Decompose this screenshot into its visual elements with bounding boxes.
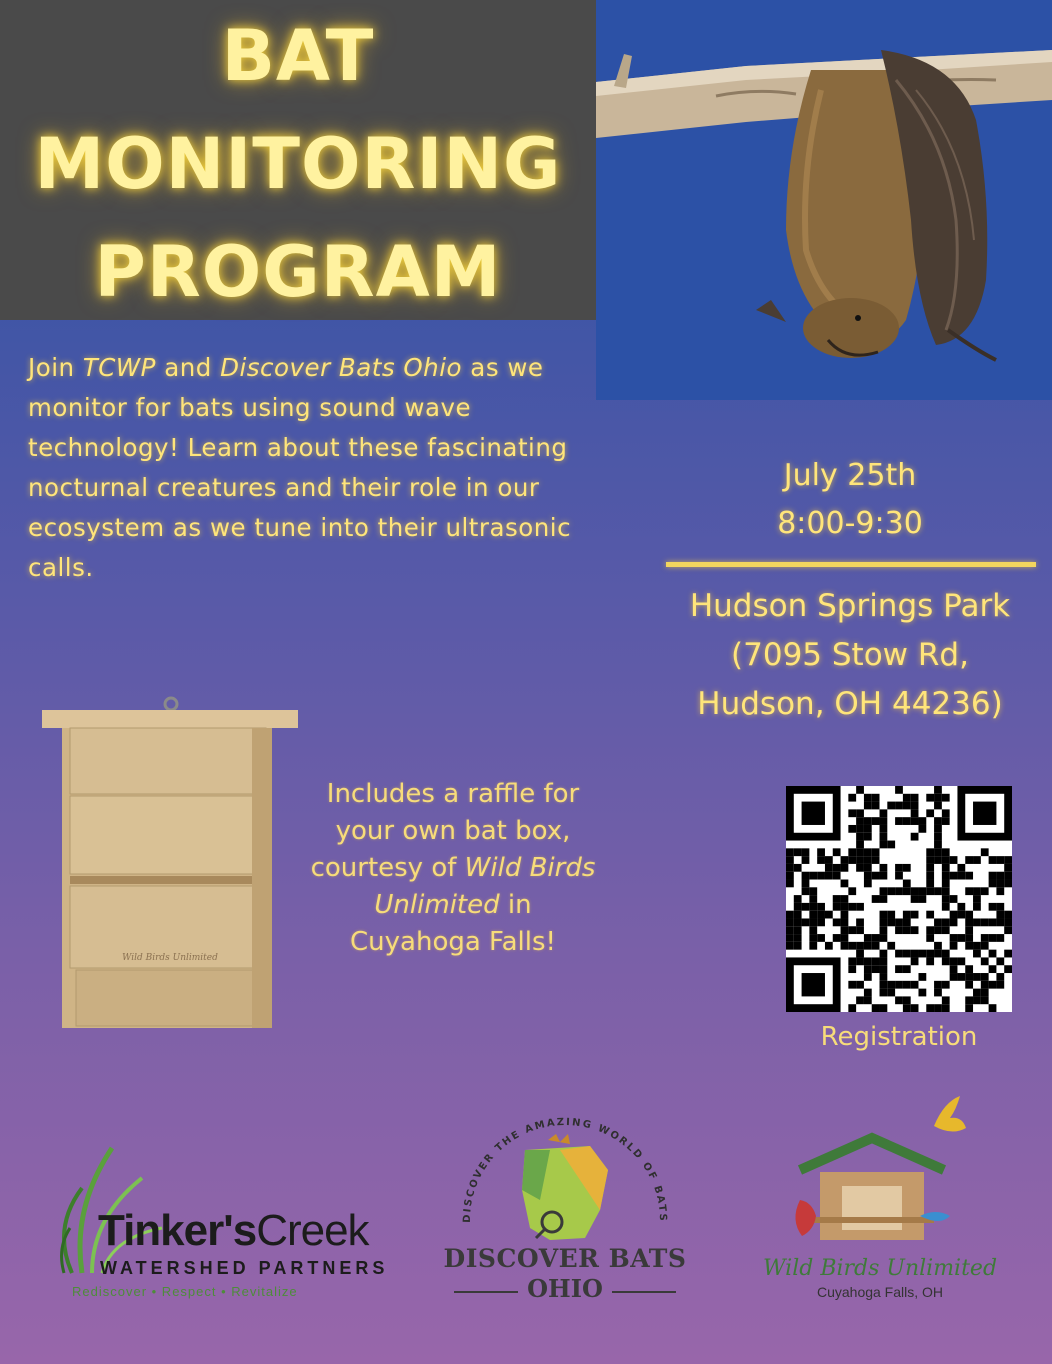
- tcwp-logo: [52, 1128, 392, 1308]
- title-box: [0, 0, 596, 320]
- intro-paragraph: [28, 348, 598, 588]
- tcwp-name: [98, 1206, 369, 1256]
- intro-and: and: [155, 353, 221, 382]
- venue-address-line-1: (7095 Stow Rd,: [731, 637, 969, 673]
- raffle-text: [310, 776, 596, 961]
- bird-feeder-icon: [750, 1090, 1010, 1255]
- dbo-state: OHIO: [527, 1274, 603, 1303]
- event-time: 8:00-9:30: [777, 506, 923, 541]
- wbu-name: Wild Birds Unlimited: [762, 1256, 998, 1281]
- raffle-post: in Cuyahoga Falls!: [350, 890, 556, 957]
- tcwp-name-regular: Creek: [256, 1206, 369, 1255]
- dbo-logo: [440, 1110, 690, 1310]
- bat-box-photo: [40, 690, 302, 1040]
- intro-join: Join: [28, 353, 83, 382]
- wbu-logo: [750, 1090, 1010, 1310]
- dbo-arc-text: DISCOVER THE AMAZING WORLD OF BATS: [461, 1116, 669, 1223]
- dbo-name: DISCOVER BATS: [443, 1244, 687, 1273]
- venue: [640, 582, 1052, 729]
- divider: [666, 562, 1036, 567]
- wbu-location: Cuyahoga Falls, OH: [816, 1284, 944, 1300]
- bat-box-engraving: Wild Birds Unlimited: [122, 953, 218, 963]
- raffle-pre: Includes a raffle for your own bat box, courtesy of: [310, 779, 580, 883]
- title-line-3: PROGRAM: [94, 231, 502, 313]
- event-info: [640, 452, 1052, 548]
- event-date: July 25th: [783, 458, 917, 493]
- dbo-rule-right: [612, 1291, 676, 1293]
- qr-caption: Registration: [820, 1022, 978, 1052]
- qr-code-icon: [786, 786, 1012, 1012]
- bat-photo: [596, 0, 1052, 400]
- ohio-map-icon: [440, 1110, 690, 1250]
- raffle-sponsor: Wild Birds Unlimited: [374, 853, 596, 920]
- tcwp-name-bold: Tinker's: [98, 1206, 257, 1255]
- title-line-2: MONITORING: [34, 123, 562, 205]
- intro-rest: as we monitor for bats using sound wave technology! Learn about these fascinating nocturnal creatures and their role in our ecosystem as we tune into their ultrasonic calls.: [28, 353, 572, 582]
- tcwp-tagline: Rediscover • Respect • Revitalize: [72, 1284, 298, 1299]
- venue-name: Hudson Springs Park: [689, 588, 1011, 624]
- tcwp-subtitle: WATERSHED PARTNERS: [100, 1258, 389, 1278]
- intro-org-tcwp: TCWP: [82, 353, 156, 382]
- intro-org-dbo: Discover Bats Ohio: [220, 353, 463, 382]
- registration-qr-code[interactable]: [786, 786, 1012, 1012]
- venue-address-line-2: Hudson, OH 44236): [697, 686, 1003, 722]
- title-line-1: BAT: [221, 15, 375, 97]
